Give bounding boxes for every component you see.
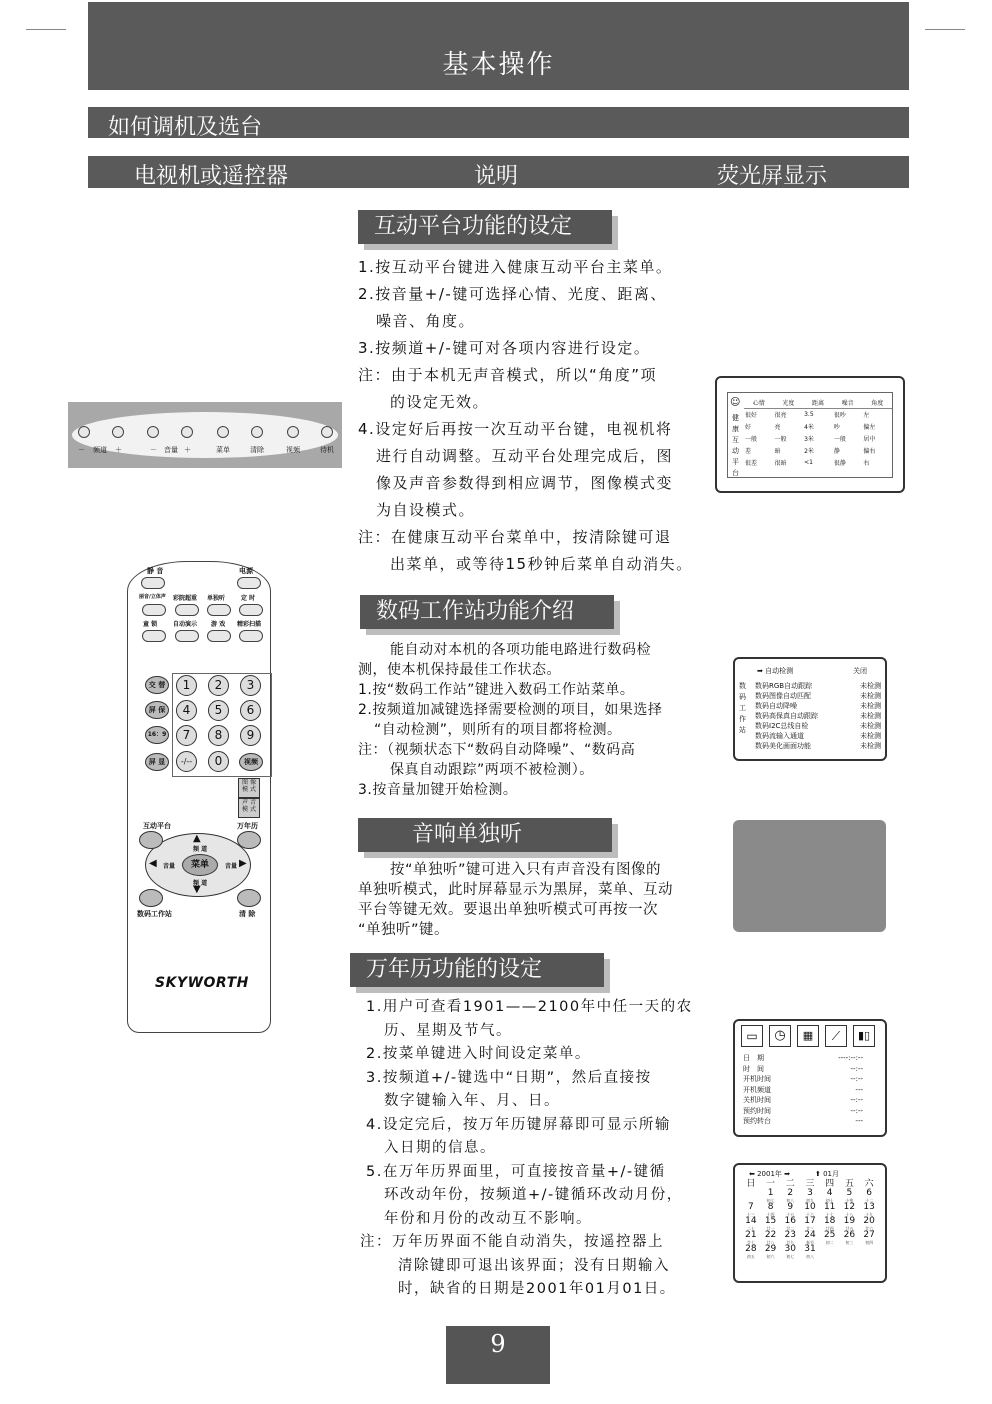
satellite-icon: ⟋: [825, 1025, 847, 1047]
crop-mark-right: [925, 29, 965, 30]
solo-listen-text: 按“单独听”键可进入只有声音没有图像的 单独听模式，此时屏幕显示为黑屏，菜单、互动 平台等键无效。要退出单独听模式可再按一次 “单独听”键。: [358, 862, 673, 938]
panel-button-vol-plus[interactable]: [181, 426, 193, 438]
nav-right-button[interactable]: 音量: [225, 863, 238, 870]
digital-station-button[interactable]: [139, 889, 163, 907]
tv-icon: ▭: [741, 1025, 763, 1047]
clear-button[interactable]: [237, 889, 261, 907]
aspect-button[interactable]: 16：9: [145, 726, 169, 744]
digital-station-label: 数码工作站: [137, 910, 172, 918]
scan-button[interactable]: [239, 630, 263, 642]
time-menu-screen: [733, 1019, 887, 1137]
key-1[interactable]: 1: [176, 675, 197, 696]
power-label: 电源: [239, 567, 253, 575]
game-label: 游 戏: [211, 621, 226, 628]
calendar-button[interactable]: [237, 831, 261, 849]
level-icon: ▮▯: [853, 1025, 875, 1047]
nav-left-arrow-icon: ◀: [149, 858, 157, 869]
key-3[interactable]: 3: [240, 675, 261, 696]
calendar-text: 1.用户可查看1901——2100年中任一天的农 历、星期及节气。 2.按菜单键进入时间设定菜单。 3.按频道+/-键选中“日期”，然后直接按 数字键输入年、月、日。 4.设定完后，按万年历键屏幕即可显示所输 入日期的信息。 5.在万年历界面里，可直接按音量+/-键循 环改动年份，按频道+/-键循环改动月份， 年份和月份的改动互不影响。 注：万年历界面不能自动消失，按遥控器上 清除键即可退出该界面；没有日期输入 时，缺省的日期是2001年01月01日。: [360, 999, 693, 1297]
nav-left-button[interactable]: 音量: [163, 863, 176, 870]
clear-label: 清 除: [239, 910, 256, 918]
scan-label: 精彩扫描: [237, 621, 262, 628]
panel-label-clear: 清除: [250, 446, 264, 454]
panel-button-menu[interactable]: [217, 426, 229, 438]
key-2[interactable]: 2: [208, 675, 229, 696]
calendar-label: 万年历: [237, 822, 258, 830]
panel-label-video: 视频: [286, 446, 300, 454]
health-menu-table: 心情 光度 距离 噪音 角度 很好 很亮 3.5 很吵 左 好 亮 4米 吵 偏左 一般 一般 3米 一般 居中 差 暗 2米 静 偏右 很差 很暗 <1 很静 右: [744, 397, 892, 469]
interactive-label: 互动平台: [143, 822, 171, 830]
time-menu-items: 日 期 ----:--:-- 时 间 --:-- 开机时间 --:-- 开机频道 --- 关机时间 --:-- 预约时间 --:-- 预约转台 ---: [743, 1054, 863, 1125]
key-4[interactable]: 4: [176, 700, 197, 721]
panel-label-volume: 音量: [164, 446, 178, 454]
solo-listen-header: 音响单独听: [358, 818, 612, 852]
auto-demo-button[interactable]: [175, 630, 199, 642]
swap-button[interactable]: 交 替: [145, 676, 169, 694]
sound-mode-button[interactable]: 声 音 模 式: [238, 798, 260, 818]
nav-center-button[interactable]: 菜单: [182, 854, 218, 876]
nav-up-button[interactable]: 频 道: [193, 846, 208, 853]
timer-label: 定 时: [241, 595, 256, 602]
display-button[interactable]: 屏 显: [145, 753, 169, 771]
crop-mark-left: [26, 29, 66, 30]
panel-button-ch-plus[interactable]: [112, 426, 124, 438]
auto-demo-label: 自动演示: [173, 621, 198, 628]
power-button[interactable]: [237, 577, 261, 589]
cinema-label: 彩院超重: [173, 595, 198, 602]
health-menu-side: 健 康 互 动 平 台: [732, 414, 739, 477]
interactive-platform-text: 1.按互动平台键进入健康互动平台主菜单。 2.按音量+/-键可选择心情、光度、距离、 噪音、角度。 3.按频道+/-键可对各项内容进行设定。 注：由于本机无声音模式，所以“角度”项 的设定无效。 4.设定好后再按一次互动平台键，电视机将 进行自动调整。互动平台处理完成后，图 像及声音参数得到相应调节，图像模式变 为自设模式。 注：在健康互动平台菜单中，按清除键可退 出菜单，或等待15秒钟后菜单自动消失。: [358, 258, 693, 573]
mute-label: 静 音: [147, 567, 164, 575]
digital-menu-items: 数码RGB自动跟踪 未检测 数码图像自动匹配 未检测 数码自动降噪 未检测 数码高保真自动跟踪 未检测 数码I2C总线自检 未检测 数码流输入通道 未检测 数码美化画面功能 未检测: [755, 682, 881, 750]
panel-label-vol-minus: －: [150, 446, 157, 454]
key-9[interactable]: 9: [240, 725, 261, 746]
calendar-month: ⬆ 01月: [815, 1170, 840, 1178]
digital-menu-side: 数 码 工 作 站: [739, 682, 746, 734]
child-lock-button[interactable]: [142, 630, 166, 642]
health-menu-screen: [715, 376, 905, 493]
timer-button[interactable]: [239, 604, 263, 616]
nav-down-arrow-icon: ▼: [193, 884, 201, 895]
column-middle: 说明: [474, 164, 519, 189]
panel-label-ch-plus: ＋: [115, 446, 122, 454]
calendar-header: 万年历功能的设定: [350, 953, 604, 987]
cinema-button[interactable]: [175, 604, 199, 616]
key-8[interactable]: 8: [208, 725, 229, 746]
digital-station-text: 能自动对本机的各项功能电路进行数码检 测，使本机保持最佳工作状态。 1.按“数码工作站”键进入数码工作站菜单。 2.按频道加减键选择需要检测的项目，如果选择 “自动检测”，则所有的项目都将检测。 注：（视频状态下“数码自动降噪”、“数码高 保真自动跟踪”两项不被检测）。 3.按音量加键开始检测。: [358, 642, 663, 798]
stereo-label: 丽音/立体声: [139, 594, 166, 600]
time-menu-icons: [741, 1025, 879, 1047]
key-6[interactable]: 6: [240, 700, 261, 721]
calendar-screen: [733, 1163, 887, 1283]
column-header-band: [88, 156, 909, 188]
solo-listen-button[interactable]: [207, 604, 231, 616]
panel-label-ch-minus: －: [78, 446, 85, 454]
page-title: 基本操作: [442, 50, 555, 80]
page-number: 9: [490, 1330, 506, 1358]
interactive-button[interactable]: [139, 831, 163, 849]
panel-label-channel: 频道: [93, 446, 107, 454]
clock-icon: ◷: [769, 1025, 791, 1047]
nav-up-arrow-icon: ▲: [193, 833, 201, 844]
video-button[interactable]: 视频: [239, 753, 263, 771]
column-right: 荧光屏显示: [717, 164, 828, 189]
panel-button-ch-minus[interactable]: [78, 426, 90, 438]
picture-mode-button[interactable]: 图 像 模 式: [238, 778, 260, 798]
key-5[interactable]: 5: [208, 700, 229, 721]
page-title-band: [88, 2, 909, 90]
panel-label-menu: 菜单: [216, 446, 230, 454]
key-0[interactable]: 0: [208, 751, 229, 772]
game-button[interactable]: [207, 630, 231, 642]
calendar-grid: 日 一 二 三 四 五 六 1 初七 2 初八 3 初九 4 初十 5 小寒 6 十二 7 十三 8 十四 9 十五 10 十六 11 十七 12 十八 13 十九 14 二十 15 廿一 16 廿二 17 廿三 18 廿四 19 廿五 20 廿六 21 廿七 22 廿八 23 廿九 24 春节 25 初二 26 初三 27 初四 28 初五 29 初六 30 初七 31 初八: [745, 1179, 875, 1259]
black-screen: [733, 820, 886, 932]
panel-button-video[interactable]: [287, 426, 299, 438]
panel-button-standby[interactable]: [321, 426, 333, 438]
smiley-icon: ☺: [730, 397, 741, 408]
child-lock-label: 童 锁: [143, 621, 158, 628]
key-7[interactable]: 7: [176, 725, 197, 746]
nav-down-button[interactable]: 频 道: [193, 880, 208, 887]
mute-button[interactable]: [141, 577, 165, 589]
panel-label-standby: 待机: [320, 446, 334, 454]
solo-label: 单独听: [207, 595, 226, 602]
panel-label-vol-plus: ＋: [184, 446, 191, 454]
calendar-year: ⬅ 2001年 ➡: [749, 1170, 791, 1178]
panel-button-vol-minus[interactable]: [147, 426, 159, 438]
nav-right-arrow-icon: ▶: [239, 858, 247, 869]
section-title: 如何调机及选台: [108, 115, 263, 140]
panel-button-clear[interactable]: [251, 426, 263, 438]
brand-logo: SKYWORTH: [155, 975, 249, 991]
section-title-band: [88, 107, 909, 138]
column-left: 电视机或遥控器: [134, 164, 289, 189]
key-digit-toggle[interactable]: -/--: [176, 751, 197, 772]
digital-menu-title: ➡ 自动检测: [757, 667, 794, 675]
digital-menu-title-value: 关闭: [853, 667, 867, 675]
digital-station-header: 数码工作站功能介绍: [360, 595, 614, 629]
digital-station-screen: [733, 657, 887, 761]
front-panel: [68, 402, 342, 468]
page-number-box: [446, 1326, 550, 1384]
picture-icon: ▦: [797, 1025, 819, 1047]
screensaver-button[interactable]: 屏 保: [145, 701, 169, 719]
remote-keys: [127, 561, 269, 1031]
stereo-button[interactable]: [142, 604, 166, 616]
interactive-platform-header: 互动平台功能的设定: [358, 210, 612, 244]
